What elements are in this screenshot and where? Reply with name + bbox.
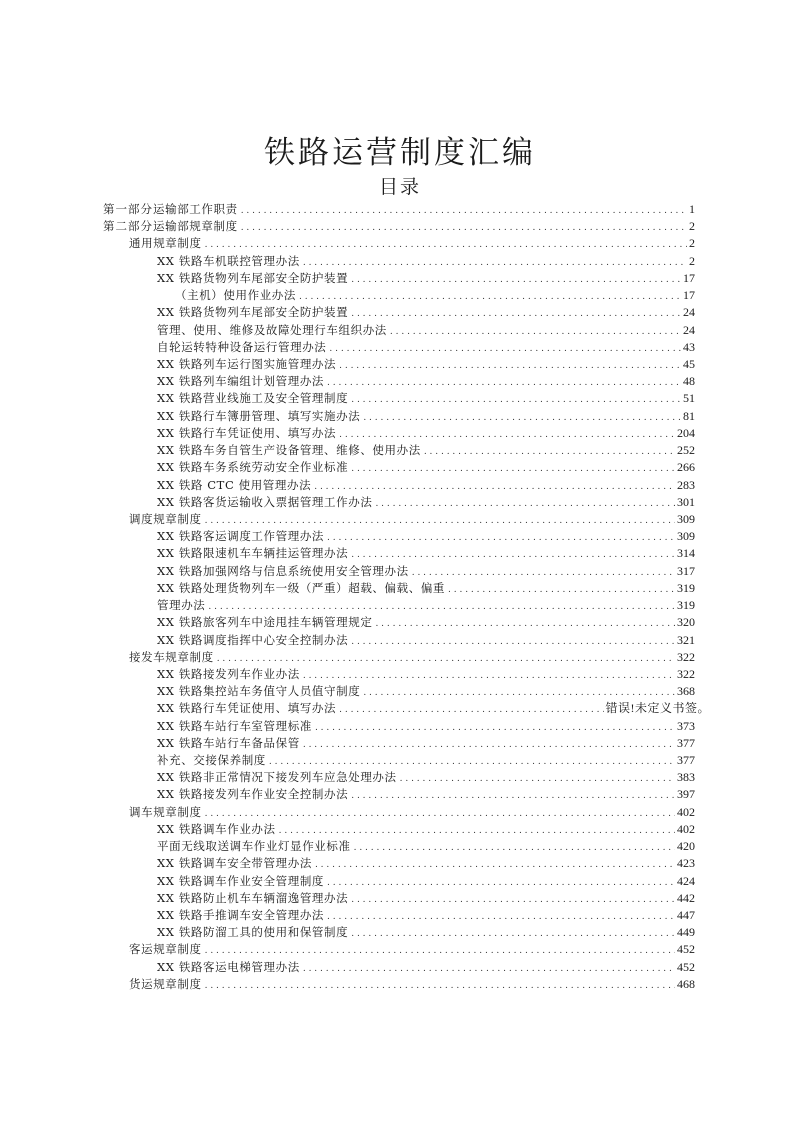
toc-heading: 目录 (378, 176, 421, 198)
toc-page-number: 17 (683, 270, 695, 285)
toc-page-number: 322 (677, 666, 695, 681)
toc-page-number: 368 (677, 684, 695, 699)
toc-page-number: 24 (683, 322, 695, 337)
toc-entry-title: XX 铁路车站行车备品保管 (157, 735, 300, 750)
toc-entry[interactable] (157, 683, 695, 700)
toc-entry[interactable] (157, 304, 695, 321)
toc-entry-title: XX 铁路货物列车尾部安全防护装置 (157, 270, 349, 285)
toc-page-number: 420 (677, 839, 695, 854)
toc-entry-title: 通用规章制度 (129, 236, 202, 251)
toc-entry-title: 自轮运转特种设备运行管理办法 (157, 339, 327, 354)
toc-page-number: 402 (677, 804, 695, 819)
toc-entry-title: XX 铁路调度指挥中心安全控制办法 (157, 632, 349, 647)
toc-page-number: 377 (677, 735, 695, 750)
toc-entry[interactable] (157, 545, 695, 562)
toc-page-number: 1 (689, 202, 695, 216)
toc-page-number: 252 (677, 443, 695, 458)
toc-entry-title: XX 铁路旅客列车中途甩挂车辆管理规定 (157, 615, 373, 630)
toc-entry-title: XX 铁路列车运行图实施管理办法 (157, 356, 337, 371)
toc-entry[interactable] (175, 287, 695, 304)
toc-page-number: 402 (677, 821, 695, 836)
toc-entry-title: XX 铁路客货运输收入票据管理工作办法 (157, 494, 373, 509)
toc-entry-title: XX 铁路列车编组计划管理办法 (157, 374, 325, 389)
toc-entry[interactable] (157, 959, 695, 976)
toc-entry[interactable] (157, 425, 695, 442)
toc-entry-title: XX 铁路车站行车室管理标准 (157, 718, 312, 733)
toc-page-number: 377 (677, 753, 695, 768)
toc-page-number: 283 (677, 477, 695, 492)
toc-entry[interactable] (157, 339, 695, 356)
toc-page-number: 321 (677, 632, 695, 647)
toc-entry-title: 运输部工作职责 (153, 202, 238, 216)
toc-entry-title: XX 铁路加强网络与信息系统使用安全管理办法 (157, 563, 409, 578)
toc-page-number: 24 (683, 305, 695, 320)
toc-entry[interactable] (157, 700, 710, 717)
toc-entry-title: 接发车规章制度 (129, 649, 214, 664)
toc-entry-title: 管理办法 (157, 598, 206, 613)
toc-entry[interactable] (157, 632, 695, 649)
toc-entry[interactable] (157, 477, 695, 494)
toc-page-number: 319 (677, 580, 695, 595)
toc-leader-dots (205, 978, 675, 995)
toc-page-number: 43 (683, 339, 695, 354)
toc-entry[interactable] (157, 735, 695, 752)
toc-entry[interactable] (103, 218, 695, 235)
toc-page-number: 48 (683, 374, 695, 389)
toc-page-number: 373 (677, 718, 695, 733)
toc-entry-title: XX 铁路车务系统劳动安全作业标准 (157, 460, 349, 475)
toc-entry-title: XX 铁路 CTC 使用管理办法 (157, 477, 312, 492)
toc-part-label: 第一部分 (103, 202, 153, 216)
toc-page-number: 423 (677, 856, 695, 871)
toc-entry-title: XX 铁路集控站车务值守人员值守制度 (157, 684, 361, 699)
toc-page-number: 2 (689, 236, 695, 251)
toc-entry-title: XX 铁路行车凭证使用、填写办法 (157, 425, 337, 440)
toc-page-number: 45 (683, 356, 695, 371)
toc-entry-title: XX 铁路客运调度工作管理办法 (157, 529, 325, 544)
toc-entry-title: XX 铁路防溜工具的使用和保管制度 (157, 925, 349, 940)
toc-entry-title: 平面无线取送调车作业灯显作业标准 (157, 839, 351, 854)
toc-page-number: 301 (677, 494, 695, 509)
toc-page-number: 317 (677, 563, 695, 578)
toc-page-number: 442 (677, 890, 695, 905)
toc-entry[interactable] (157, 821, 695, 838)
toc-entry[interactable] (157, 752, 695, 769)
toc-entry[interactable] (157, 786, 695, 803)
toc-entry-title: XX 铁路防止机车车辆溜逸管理办法 (157, 890, 349, 905)
toc-entry[interactable] (157, 442, 695, 459)
toc-entry-title: XX 铁路车务自管生产设备管理、维修、使用办法 (157, 443, 421, 458)
toc-entry[interactable] (157, 408, 695, 425)
toc-entry[interactable] (129, 804, 695, 821)
toc-entry-title: 运输部规章制度 (153, 219, 238, 234)
toc-page-number: 51 (683, 391, 695, 406)
toc-page-number: 204 (677, 425, 695, 440)
toc-entry-title: XX 铁路行车簿册管理、填写实施办法 (157, 408, 361, 423)
toc-entry[interactable] (157, 563, 695, 580)
toc-entry[interactable] (157, 597, 695, 614)
toc-entry-title: XX 铁路行车凭证使用、填写办法 (157, 701, 337, 716)
toc-page-number: 449 (677, 925, 695, 940)
toc-entry-title: XX 铁路接发列车作业安全控制办法 (157, 787, 349, 802)
toc-page-number: 447 (677, 908, 695, 923)
toc-page-number: 468 (677, 976, 695, 991)
toc-page-number: 错误!未定义书签。 (605, 701, 710, 716)
toc-entry[interactable] (157, 614, 695, 631)
toc-entry[interactable] (129, 976, 695, 993)
toc-entry[interactable] (157, 924, 695, 941)
toc-entry[interactable] (157, 855, 695, 872)
toc-entry-title: 调度规章制度 (129, 511, 202, 526)
toc-entry[interactable] (157, 373, 695, 390)
toc-entry-title: XX 铁路调车作业办法 (157, 821, 276, 836)
toc-page-number: 309 (677, 511, 695, 526)
toc-entry-title: 客运规章制度 (129, 942, 202, 957)
toc-entry[interactable] (157, 390, 695, 407)
toc-page-number: 266 (677, 460, 695, 475)
toc-page-number: 2 (689, 219, 695, 234)
toc-entry-title: XX 铁路手推调车安全管理办法 (157, 908, 325, 923)
page-title: 铁路运营制度汇编 (264, 135, 536, 171)
toc-entry[interactable] (157, 322, 695, 339)
toc-entry[interactable] (157, 356, 695, 373)
toc-entry[interactable] (103, 201, 695, 218)
toc-page-number: 383 (677, 770, 695, 785)
toc-entry-title: 货运规章制度 (129, 976, 202, 991)
toc-page-number: 81 (683, 408, 695, 423)
toc-entry[interactable] (157, 528, 695, 545)
toc-part-label: 第二部分 (103, 219, 153, 234)
toc-page-number: 322 (677, 649, 695, 664)
toc-entry[interactable] (157, 718, 695, 735)
toc-page-number: 309 (677, 529, 695, 544)
toc-page-number: 17 (683, 288, 695, 303)
toc-entry-title: （主机）使用作业办法 (175, 288, 296, 303)
toc-entry[interactable] (129, 649, 695, 666)
toc-entry[interactable] (157, 907, 695, 924)
toc-entry-title: XX 铁路货物列车尾部安全防护装置 (157, 305, 349, 320)
toc-entry-title: XX 铁路接发列车作业办法 (157, 666, 300, 681)
toc-page-number: 397 (677, 787, 695, 802)
toc-entry[interactable] (129, 235, 695, 252)
toc-page-number: 319 (677, 598, 695, 613)
toc-entry[interactable] (129, 511, 695, 528)
toc-entry[interactable] (157, 459, 695, 476)
toc-entry[interactable] (157, 253, 695, 270)
toc-entry-title: XX 铁路调车安全带管理办法 (157, 856, 312, 871)
toc-entry[interactable] (157, 769, 695, 786)
toc-entry-title: XX 铁路调车作业安全管理制度 (157, 873, 325, 888)
toc-entry[interactable] (157, 270, 695, 287)
toc-page-number: 314 (677, 546, 695, 561)
toc-entry-title: XX 铁路处理货物列车一级（严重）超载、偏载、偏重 (157, 580, 446, 595)
toc-entry[interactable] (157, 890, 695, 907)
toc-entry[interactable] (157, 873, 695, 890)
toc-entry-title: XX 铁路限速机车车辆挂运管理办法 (157, 546, 349, 561)
toc-entry-title: XX 铁路车机联控管理办法 (157, 253, 300, 268)
toc-page-number: 2 (689, 253, 695, 268)
toc-entry-title: 调车规章制度 (129, 804, 202, 819)
toc-entry[interactable] (157, 838, 695, 855)
toc-entry-title: XX 铁路非正常情况下接发列车应急处理办法 (157, 770, 397, 785)
toc-entry[interactable] (129, 941, 695, 958)
toc-entry[interactable] (157, 494, 695, 511)
toc-page-number: 452 (677, 942, 695, 957)
toc-entry-title: XX 铁路营业线施工及安全管理制度 (157, 391, 349, 406)
toc-entry[interactable] (157, 580, 695, 597)
toc-page-number: 452 (677, 959, 695, 974)
toc-page-number: 320 (677, 615, 695, 630)
toc-entry[interactable] (157, 666, 695, 683)
toc-entry-title: 管理、使用、维修及故障处理行车组织办法 (157, 322, 387, 337)
toc-entry-title: XX 铁路客运电梯管理办法 (157, 959, 300, 974)
toc-page-number: 424 (677, 873, 695, 888)
toc-entry-title: 补充、交接保养制度 (157, 753, 266, 768)
